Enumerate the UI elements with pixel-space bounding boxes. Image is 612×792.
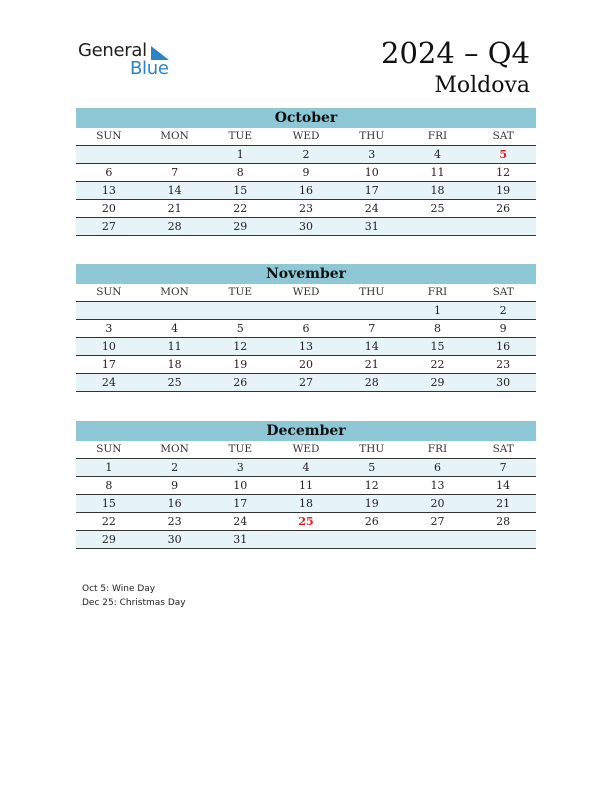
date-cell: 20 bbox=[101, 202, 116, 215]
weekday-label: FRI bbox=[427, 286, 448, 298]
week-row bbox=[76, 218, 536, 236]
week-row bbox=[76, 374, 536, 392]
date-cell: 7 bbox=[171, 166, 179, 179]
weekday-label: TUE bbox=[228, 130, 253, 142]
date-cell: 25 bbox=[430, 202, 445, 215]
date-cell: 29 bbox=[430, 376, 445, 389]
date-cell: 25 bbox=[167, 376, 182, 389]
date-cell: 26 bbox=[233, 376, 248, 389]
month-title: November bbox=[76, 264, 536, 284]
week-row bbox=[76, 495, 536, 513]
month-title: December bbox=[76, 421, 536, 441]
date-cell: 19 bbox=[496, 184, 511, 197]
date-cell: 2 bbox=[302, 148, 310, 161]
date-cell: 8 bbox=[236, 166, 244, 179]
month-weeks bbox=[76, 459, 536, 549]
weekday-label: MON bbox=[160, 286, 189, 298]
month-november bbox=[76, 264, 536, 392]
date-cell: 5 bbox=[368, 461, 376, 474]
date-cell: 17 bbox=[364, 184, 379, 197]
date-cell: 23 bbox=[496, 358, 511, 371]
empty-cell bbox=[470, 218, 536, 235]
week-row bbox=[76, 200, 536, 218]
date-cell: 22 bbox=[101, 515, 116, 528]
date-cell: 21 bbox=[167, 202, 182, 215]
date-cell: 28 bbox=[167, 220, 182, 233]
date-cell: 22 bbox=[430, 358, 445, 371]
date-cell: 19 bbox=[233, 358, 248, 371]
weekday-label: WED bbox=[292, 286, 320, 298]
weekday-label: SUN bbox=[96, 286, 122, 298]
empty-cell bbox=[273, 302, 339, 319]
month-october bbox=[76, 108, 536, 236]
date-cell: 23 bbox=[167, 515, 182, 528]
weekday-label: FRI bbox=[427, 130, 448, 142]
date-cell: 12 bbox=[233, 340, 248, 353]
date-cell: 9 bbox=[171, 479, 179, 492]
date-cell: 6 bbox=[302, 322, 310, 335]
date-cell: 4 bbox=[171, 322, 179, 335]
date-cell: 7 bbox=[368, 322, 376, 335]
week-row bbox=[76, 338, 536, 356]
date-cell: 9 bbox=[499, 322, 507, 335]
month-weeks bbox=[76, 302, 536, 392]
logo-text-blue: Blue bbox=[130, 58, 169, 79]
date-cell: 28 bbox=[496, 515, 511, 528]
empty-cell bbox=[76, 302, 142, 319]
date-cell: 12 bbox=[364, 479, 379, 492]
date-cell: 20 bbox=[430, 497, 445, 510]
date-cell: 14 bbox=[364, 340, 379, 353]
date-cell: 15 bbox=[233, 184, 248, 197]
week-row bbox=[76, 302, 536, 320]
date-cell: 26 bbox=[364, 515, 379, 528]
holiday-notes bbox=[82, 582, 186, 610]
page-title: 2024 – Q4 bbox=[381, 36, 530, 70]
date-cell: 15 bbox=[430, 340, 445, 353]
date-cell: 13 bbox=[430, 479, 445, 492]
date-cell: 26 bbox=[496, 202, 511, 215]
weekday-header-row bbox=[76, 128, 536, 146]
weekday-label: TUE bbox=[228, 286, 253, 298]
weekday-label: FRI bbox=[427, 443, 448, 455]
logo bbox=[78, 40, 178, 80]
date-cell: 27 bbox=[101, 220, 116, 233]
date-cell: 12 bbox=[496, 166, 511, 179]
month-weeks bbox=[76, 146, 536, 236]
date-cell: 27 bbox=[299, 376, 314, 389]
date-cell: 21 bbox=[496, 497, 511, 510]
weekday-label: WED bbox=[292, 443, 320, 455]
date-cell: 1 bbox=[105, 461, 113, 474]
week-row bbox=[76, 320, 536, 338]
date-cell: 18 bbox=[299, 497, 314, 510]
date-cell: 29 bbox=[101, 533, 116, 546]
empty-cell bbox=[76, 146, 142, 163]
date-cell: 21 bbox=[364, 358, 379, 371]
date-cell: 18 bbox=[430, 184, 445, 197]
date-cell: 13 bbox=[299, 340, 314, 353]
date-cell: 4 bbox=[433, 148, 441, 161]
logo-text-general: General bbox=[78, 40, 147, 61]
date-cell: 30 bbox=[496, 376, 511, 389]
weekday-label: THU bbox=[359, 286, 385, 298]
date-cell: 22 bbox=[233, 202, 248, 215]
date-cell: 15 bbox=[101, 497, 116, 510]
date-cell: 8 bbox=[433, 322, 441, 335]
date-cell: 16 bbox=[167, 497, 182, 510]
week-row bbox=[76, 164, 536, 182]
holiday-note: Oct 5: Wine Day bbox=[82, 584, 156, 594]
date-cell: 30 bbox=[299, 220, 314, 233]
date-cell: 2 bbox=[499, 304, 507, 317]
week-row bbox=[76, 531, 536, 549]
date-cell: 17 bbox=[101, 358, 116, 371]
date-cell: 18 bbox=[167, 358, 182, 371]
date-cell: 6 bbox=[433, 461, 441, 474]
empty-cell bbox=[142, 302, 208, 319]
weekday-label: TUE bbox=[228, 443, 253, 455]
date-cell: 3 bbox=[236, 461, 244, 474]
date-cell: 17 bbox=[233, 497, 248, 510]
date-cell: 29 bbox=[233, 220, 248, 233]
date-cell: 13 bbox=[101, 184, 116, 197]
weekday-header-row bbox=[76, 441, 536, 459]
month-title: October bbox=[76, 108, 536, 128]
date-cell: 9 bbox=[302, 166, 310, 179]
date-cell: 14 bbox=[167, 184, 182, 197]
week-row bbox=[76, 356, 536, 374]
weekday-label: THU bbox=[359, 130, 385, 142]
week-row bbox=[76, 182, 536, 200]
date-cell: 11 bbox=[430, 166, 445, 179]
week-row bbox=[76, 513, 536, 531]
date-cell: 4 bbox=[302, 461, 310, 474]
holiday-note: Dec 25: Christmas Day bbox=[82, 598, 186, 608]
week-row bbox=[76, 477, 536, 495]
weekday-label: WED bbox=[292, 130, 320, 142]
weekday-header-row bbox=[76, 284, 536, 302]
date-cell: 28 bbox=[364, 376, 379, 389]
weekday-label: SUN bbox=[96, 130, 122, 142]
date-cell: 1 bbox=[236, 148, 244, 161]
date-cell: 31 bbox=[364, 220, 379, 233]
month-december bbox=[76, 421, 536, 549]
weekday-label: SUN bbox=[96, 443, 122, 455]
date-cell: 30 bbox=[167, 533, 182, 546]
empty-cell bbox=[405, 218, 471, 235]
date-cell: 8 bbox=[105, 479, 113, 492]
empty-cell bbox=[339, 531, 405, 548]
date-cell: 23 bbox=[299, 202, 314, 215]
empty-cell bbox=[339, 302, 405, 319]
empty-cell bbox=[142, 146, 208, 163]
date-cell: 1 bbox=[433, 304, 441, 317]
weekday-label: MON bbox=[160, 443, 189, 455]
date-cell: 7 bbox=[499, 461, 507, 474]
date-cell: 20 bbox=[299, 358, 314, 371]
empty-cell bbox=[470, 531, 536, 548]
empty-cell bbox=[273, 531, 339, 548]
date-cell: 27 bbox=[430, 515, 445, 528]
date-cell: 24 bbox=[364, 202, 379, 215]
holiday-date-cell: 25 bbox=[298, 515, 314, 528]
date-cell: 3 bbox=[368, 148, 376, 161]
date-cell: 24 bbox=[101, 376, 116, 389]
weekday-label: SAT bbox=[492, 130, 514, 142]
weekday-label: SAT bbox=[492, 286, 514, 298]
weekday-label: SAT bbox=[492, 443, 514, 455]
week-row bbox=[76, 459, 536, 477]
holiday-date-cell: 5 bbox=[499, 148, 507, 161]
weekday-label: MON bbox=[160, 130, 189, 142]
date-cell: 3 bbox=[105, 322, 113, 335]
date-cell: 19 bbox=[364, 497, 379, 510]
country-name: Moldova bbox=[434, 73, 530, 98]
date-cell: 24 bbox=[233, 515, 248, 528]
date-cell: 10 bbox=[233, 479, 248, 492]
date-cell: 5 bbox=[236, 322, 244, 335]
weekday-label: THU bbox=[359, 443, 385, 455]
date-cell: 10 bbox=[364, 166, 379, 179]
date-cell: 16 bbox=[496, 340, 511, 353]
date-cell: 10 bbox=[101, 340, 116, 353]
empty-cell bbox=[207, 302, 273, 319]
date-cell: 11 bbox=[299, 479, 314, 492]
date-cell: 31 bbox=[233, 533, 248, 546]
date-cell: 6 bbox=[105, 166, 113, 179]
week-row bbox=[76, 146, 536, 164]
date-cell: 2 bbox=[171, 461, 179, 474]
date-cell: 16 bbox=[299, 184, 314, 197]
empty-cell bbox=[405, 531, 471, 548]
date-cell: 14 bbox=[496, 479, 511, 492]
date-cell: 11 bbox=[167, 340, 182, 353]
